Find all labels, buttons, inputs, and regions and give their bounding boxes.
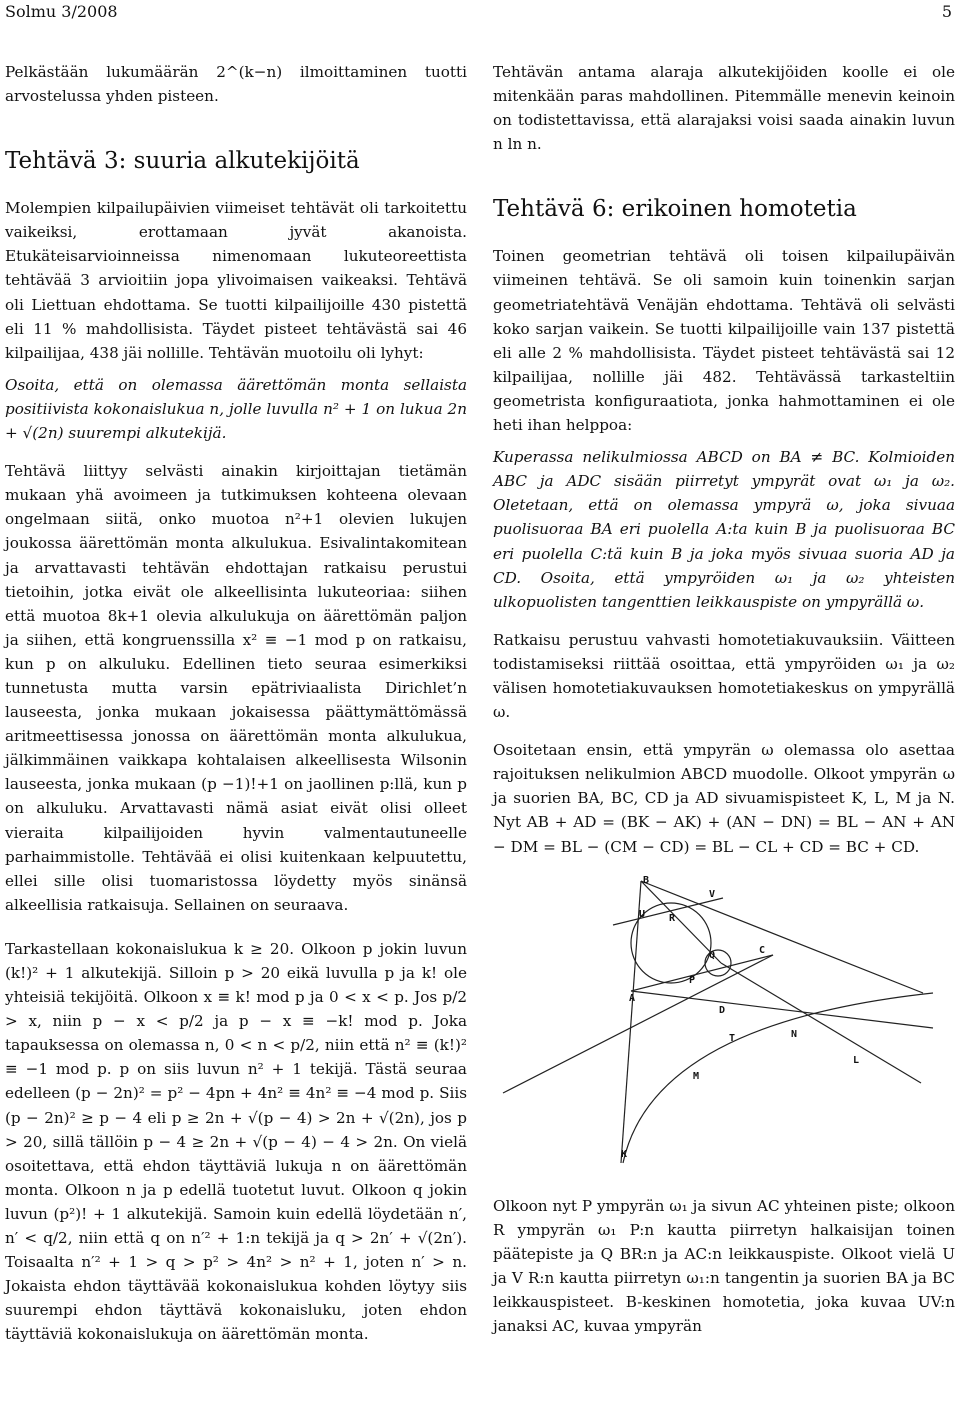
task6-statement: Kuperassa nelikulmiossa ABCD on BA ≠ BC. Kolmioiden ABC ja ADC sisään piirretyt ympyrät ovat ω₁ ja ω₂. Oletetaan, että on olemassa ympyrä ω, joka sivuaa puolisuoraa BA eri puolella A:ta kuin B ja puolisuoraa BC eri puolella C:tä kuin B ja joka myös sivuaa suoria AD ja CD. Osoita, että ympyröiden ω₁ ja ω₂ yhteisten ulkopuolisten tangenttien leikkauspiste on ympyrällä ω.	[493, 448, 955, 611]
task3-paragraph-1: Molempien kilpailupäivien viimeiset tehtävät oli tarkoitettu vaikeiksi, erottamaan jyvät akanoista. Etukäteisarvioinneissa nimenomaan lukuteoreettista tehtävää 3 arvioitiin jopa ylivoimaisen vaikeaksi. Tehtävä oli Liettuan ehdottama. Se tuotti kilpailijoille 430 pistettä eli 11 % mahdollisista. Täydet pisteet tehtävästä sai 46 kilpailijaa, 438 jäi nollille. Tehtävän muotoilu oli lyhyt:	[5, 199, 467, 362]
task3-paragraph-3: Tarkastellaan kokonaislukua k ≥ 20. Olkoon p jokin luvun (k!)² + 1 alkutekijä. Silloin p > 20 eikä luvulla p ja k! ole yhteisiä tekijöitä. Olkoon x ≡ k! mod p ja 0 < x < p. Jos p/2 > x, niin p − x < p/2 ja p − x ≡ −k! mod p. Joka tapauksessa on olemassa n, 0 < n < p/2, niin että n² ≡ (k!)² ≡ −1 mod p. p on siis luvun n² + 1 tekijä. Tästä seuraa edelleen (p − 2n)² = p² − 4pn + 4n² ≡ 4n² ≡ −4 mod p. Siis (p − 2n)² ≥ p − 4 eli p ≥ 2n + √(p − 4) > 2n + √(2n), jos p > 20, sillä tällöin p − 4 ≥ 2n + √(p − 4) − 4 > 2n. On vielä osoitettava, että ehdon täyttäviä lukuja n on äärettömän monta. Olkoon n ja p edellä tuotetut luvut. Olkoon q jokin luvun (p²)! + 1 alkutekijä. Samoin kuin edellä löydetään n′, n′ < q/2, niin että q on n′² + 1:n tekijä ja q > 2n′ + √(2n′). Toisaalta n′² + 1 > q > p² > 4n² > n² + 1, joten n′ > n. Jokaista ehdon täyttävää kokonaislukua kohden löytyy siis suurempi ehdon täyttävä kokonaisluku, joten ehdon täyttäviä kokonaislukuja on äärettömän monta.	[5, 939, 467, 1344]
page-number: 5	[941, 2, 952, 21]
right-column	[493, 60, 955, 1338]
label-k: K	[621, 1148, 628, 1160]
label-a: A	[629, 992, 636, 1004]
task3-statement: Osoita, että on olemassa äärettömän monta sellaista positiivista kokonaislukua n, jolle luvulla n² + 1 on lukua 2n + √(2n) suurempi alkutekijä.	[5, 375, 467, 443]
line-ac	[631, 955, 773, 991]
line-bc	[641, 881, 923, 993]
task6-paragraph-2: Ratkaisu perustuu vahvasti homotetiakuvauksiin. Väitteen todistamiseksi riittää osoittaa, että ympyröiden ω₁ ja ω₂ välisen homotetiakuvauksen homotetiakeskus on ympyrällä ω.	[493, 630, 955, 722]
geometry-diagram	[493, 873, 955, 1173]
label-r: R	[669, 912, 676, 924]
label-d: D	[719, 1004, 726, 1016]
left-column	[5, 60, 467, 1347]
label-t: T	[729, 1032, 736, 1044]
label-b: B	[643, 874, 650, 886]
label-c: C	[759, 944, 766, 956]
geometry-figure	[493, 873, 955, 1180]
label-m: M	[693, 1070, 700, 1082]
label-p: P	[689, 974, 696, 986]
task3-closing-paragraph: Tehtävän antama alaraja alkutekijöiden koolle ei ole mitenkään paras mahdollinen. Pitemmälle menevin keinoin on todistettavissa, että alarajaksi voisi saada ainakin luvun n ln n.	[493, 63, 955, 154]
line-cd	[503, 955, 773, 1093]
label-v: V	[709, 888, 716, 900]
task6-paragraph-1: Toinen geometrian tehtävä oli toisen kilpailupäivän viimeinen tehtävä. Se oli samoin kuin toinenkin sarjan geometriatehtävä Venäjän ehdottama. Tehtävä oli selvästi koko sarjan vaikein. Se tuotti kilpailijoille vain 137 pistettä eli alle 2 % mahdollisista. Täydet pisteet tehtävästä sai 12 kilpailijaa, nollille jäi 482. Tehtävässä tarkasteltiin geometrista konfiguraatiota, jonka hahmottaminen ei ole heti ihan helppoa:	[493, 247, 955, 435]
running-header: Solmu 3/2008	[5, 2, 118, 21]
label-l: L	[853, 1054, 860, 1066]
circle-omega-arc	[623, 993, 933, 1163]
label-q: Q	[709, 949, 716, 961]
task6-paragraph-3: Osoitetaan ensin, että ympyrän ω olemassa olo asettaa rajoituksen nelikulmion ABCD muodolle. Olkoot ympyrän ω ja suorien BA, BC, CD ja AD sivuamispisteet K, L, M ja N. Nyt AB + AD = (BK − AK) + (AN − DN) = BL − AN + AN − DM = BL − (CM − CD) = BL − CL + CD = BC + CD.	[493, 741, 955, 856]
label-u: U	[639, 908, 646, 920]
intro-paragraph: Pelkästään lukumäärän 2^(k−n) ilmoittaminen tuotti arvostelussa yhden pisteen.	[5, 63, 467, 106]
tangent-uv	[613, 898, 723, 925]
label-n: N	[791, 1028, 798, 1040]
section-heading-task6: Tehtävä 6: erikoinen homotetia	[493, 196, 857, 223]
line-ba	[621, 881, 641, 1163]
task3-paragraph-2: Tehtävä liittyy selvästi ainakin kirjoittajan tietämän mukaan yhä avoimeen ja tutkimuksen kohteena olevaan ongelmaan siitä, onko muotoa n²+1 olevien lukujen joukossa äärettömän monta alkulukua. Esivalintakomitean ja arvattavasti tehtävän ehdottajan ratkaisu perustui tietoihin, jotka eivät ole alkeellisinta lukuteoriaa: siihen että muotoa 8k+1 olevia alkulukuja on äärettömän paljon ja siihen, että kongruenssilla x² ≡ −1 mod p on ratkaisu, kun p on alkuluku. Edellinen tieto seuraa esimerkiksi tunnetusta mutta varsin epätriviaalista Dirichlet’n lauseesta, jonka mukaan jokaisessa päättymättömässä aritmeettisessa jonossa on äärettömän monta alkulukua, jälkimmäinen vaikkapa kohtalaisen alkeellisesta Wilsonin lauseesta, jonka mukaan (p −1)!+1 on jaollinen p:llä, kun p on alkuluku. Arvattavasti nämä asiat eivät olisi olleet vieraita kilpailijoiden hyvin valmentautuneelle parhaimmistolle. Tehtävää ei olisi kuitenkaan kelpuutettu, ellei sille olisi tuomaristossa löydetty myös sinänsä alkeellisia ratkaisuja. Sellainen on seuraava.	[5, 462, 467, 914]
section-heading-task3: Tehtävä 3: suuria alkutekijöitä	[5, 148, 360, 175]
task6-paragraph-4: Olkoon nyt P ympyrän ω₁ ja sivun AC yhteinen piste; olkoon R ympyrän ω₁ P:n kautta piirretyn halkaisijan toinen päätepiste ja Q BR:n ja AC:n leikkauspiste. Olkoot vielä U ja V R:n kautta piirretyn ω₁:n tangentin ja suorien BA ja BC leikkauspisteet. B-keskinen homotetia, joka kuvaa UV:n janaksi AC, kuvaa ympyrän	[493, 1196, 955, 1336]
